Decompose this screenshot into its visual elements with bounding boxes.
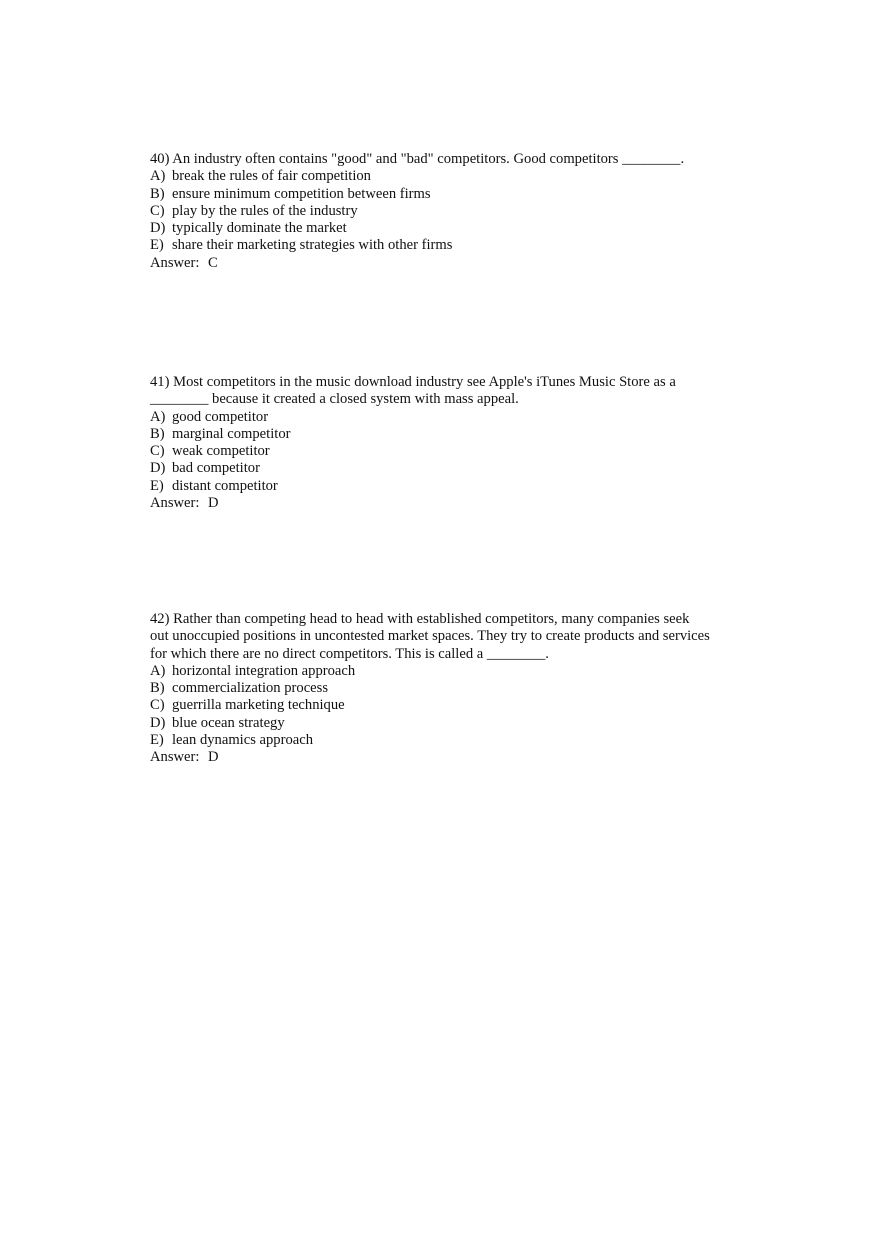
choice-letter: C) bbox=[150, 202, 165, 219]
answer-label: Answer: bbox=[150, 254, 200, 271]
question-41 bbox=[150, 374, 740, 512]
choice-letter: D) bbox=[150, 714, 166, 731]
choice-letter: B) bbox=[150, 680, 165, 697]
choice-letter: B) bbox=[150, 425, 165, 442]
choice-text: blue ocean strategy bbox=[172, 714, 285, 731]
choice-letter: E) bbox=[150, 732, 164, 749]
choice-letter: A) bbox=[150, 408, 166, 425]
choice-text: commercialization process bbox=[172, 680, 329, 697]
answer-line bbox=[150, 495, 740, 512]
choice-e bbox=[150, 732, 740, 749]
choice-d bbox=[150, 220, 740, 237]
choice-text: ensure minimum competition between firms bbox=[172, 185, 431, 202]
choice-text: good competitor bbox=[172, 408, 269, 425]
answer-value: D bbox=[208, 495, 219, 512]
answer-line bbox=[150, 255, 740, 272]
choice-b bbox=[150, 186, 740, 203]
choice-b bbox=[150, 426, 740, 443]
question-stem-line: ________ because it created a closed system with mass appeal. bbox=[150, 391, 519, 408]
choice-text: marginal competitor bbox=[172, 425, 291, 442]
choice-text: guerrilla marketing technique bbox=[172, 697, 345, 714]
question-stem-line: for which there are no direct competitors. This is called a ________. bbox=[150, 645, 549, 662]
choice-list bbox=[150, 168, 740, 254]
choice-a bbox=[150, 663, 740, 680]
choice-b bbox=[150, 680, 740, 697]
choice-letter: E) bbox=[150, 477, 164, 494]
question-stem-line: 41) Most competitors in the music download industry see Apple's iTunes Music Store as a bbox=[150, 374, 676, 390]
choice-text: play by the rules of the industry bbox=[172, 202, 358, 219]
question-42 bbox=[150, 611, 740, 767]
question-stem: 40) An industry often contains "good" and "bad" competitors. Good competitors ________. bbox=[150, 151, 685, 167]
choice-c bbox=[150, 697, 740, 714]
choice-d bbox=[150, 715, 740, 732]
choice-text: distant competitor bbox=[172, 477, 278, 494]
answer-value: D bbox=[208, 749, 219, 766]
choice-e bbox=[150, 478, 740, 495]
choice-letter: E) bbox=[150, 237, 164, 254]
choice-list bbox=[150, 409, 740, 495]
choice-letter: C) bbox=[150, 443, 165, 460]
answer-line bbox=[150, 749, 740, 766]
question-40 bbox=[150, 151, 740, 272]
choice-text: horizontal integration approach bbox=[172, 662, 356, 679]
answer-label: Answer: bbox=[150, 495, 200, 512]
answer-label: Answer: bbox=[150, 749, 200, 766]
choice-text: lean dynamics approach bbox=[172, 732, 314, 749]
question-stem-line: out unoccupied positions in uncontested market spaces. They try to create products and services bbox=[150, 628, 710, 645]
choice-c bbox=[150, 203, 740, 220]
answer-value: C bbox=[208, 254, 218, 271]
choice-text: bad competitor bbox=[172, 460, 260, 477]
choice-text: share their marketing strategies with other firms bbox=[172, 237, 453, 254]
choice-c bbox=[150, 443, 740, 460]
choice-text: break the rules of fair competition bbox=[172, 168, 371, 185]
choice-letter: D) bbox=[150, 460, 166, 477]
choice-text: weak competitor bbox=[172, 443, 270, 460]
choice-letter: C) bbox=[150, 697, 165, 714]
choice-d bbox=[150, 460, 740, 477]
choice-list bbox=[150, 663, 740, 749]
choice-letter: B) bbox=[150, 185, 165, 202]
question-stem-line: 42) Rather than competing head to head with established competitors, many companies seek bbox=[150, 611, 690, 627]
choice-letter: A) bbox=[150, 662, 166, 679]
choice-letter: D) bbox=[150, 220, 166, 237]
choice-text: typically dominate the market bbox=[172, 220, 347, 237]
choice-e bbox=[150, 237, 740, 254]
choice-a bbox=[150, 168, 740, 185]
choice-a bbox=[150, 409, 740, 426]
choice-letter: A) bbox=[150, 168, 166, 185]
